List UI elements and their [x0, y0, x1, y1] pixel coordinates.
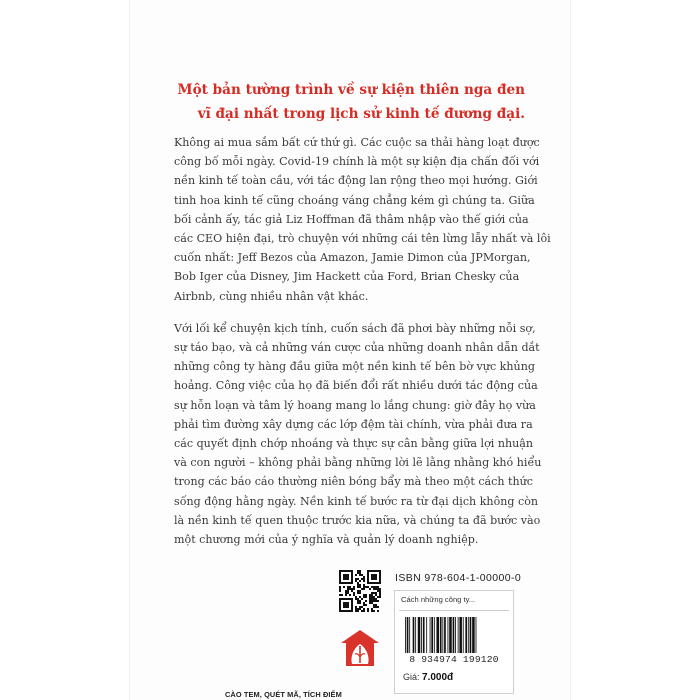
- blurb-line: là nền kinh tế quen thuộc trước kia nữa, và chúng ta đã bước vào: [174, 513, 541, 527]
- barcode-book-title: Cách những công ty...: [401, 595, 476, 604]
- barcode-icon: [405, 617, 503, 653]
- barcode-divider: [399, 610, 509, 611]
- publisher-logo-icon: [338, 628, 382, 668]
- blurb-paragraph: [174, 319, 542, 549]
- blurb-line: một chương mới của ý nghĩa và quản lý doanh nghiệp.: [174, 533, 479, 547]
- blurb-line: cuốn nhất: Jeff Bezos của Amazon, Jamie Dimon của JPMorgan,: [174, 251, 531, 265]
- blurb-line: tinh hoa kinh tế cũng choáng váng chẳng kém gì chúng ta. Giữa: [174, 193, 535, 207]
- blurb-line: hoảng. Công việc của họ đã biến đổi rất nhiều dưới tác động của: [174, 379, 538, 393]
- blurb-line: sự hỗn loạn và tâm lý hoang mang lo lắng chung: giờ đây họ vừa: [174, 398, 536, 412]
- blurb-line: công bố mỗi ngày. Covid-19 chính là một sự kiện địa chấn đối với: [174, 155, 540, 169]
- blurb-line: Với lối kể chuyện kịch tính, cuốn sách đã phơi bày những nỗi sợ,: [174, 321, 536, 335]
- blurb-line: những công ty hàng đầu giữa một nền kinh tế bên bờ vực khủng: [174, 360, 535, 374]
- blurb-line: phải tìm đường xây dựng các lớp đệm tài chính, vừa phải đưa ra: [174, 417, 533, 431]
- price-value: 7.000đ: [422, 672, 454, 683]
- blurb-line: sự táo bạo, và cả những ván cược của những doanh nhân dẫn dắt: [174, 341, 540, 355]
- blurb-line: và con người – không phải bằng những lời lẽ lằng nhằng khó hiểu: [174, 456, 542, 470]
- isbn-label: ISBN 978-604-1-00000-0: [395, 572, 522, 584]
- paragraph-gap: [174, 306, 534, 319]
- blurb-line: Không ai mua sắm bất cứ thứ gì. Các cuộc sa thải hàng loạt được: [174, 136, 540, 149]
- promo-label: CÀO TEM, QUÉT MÃ, TÍCH ĐIỂM: [225, 690, 342, 699]
- blurb-line: Bob Iger của Disney, Jim Hackett của Ford, Brian Chesky của: [174, 270, 520, 284]
- blurb-line: các quyết định chớp nhoáng và thực sự cân bằng giữa lợi nhuận: [174, 437, 534, 451]
- barcode-number: 8 934974 199120: [409, 654, 499, 665]
- blurb-line: nền kinh tế toàn cầu, với tác động lan rộng theo mọi hướng. Giới: [174, 174, 538, 188]
- blurb-line: sống động hằng ngày. Nền kinh tế bước ra từ đại dịch không còn: [174, 494, 539, 508]
- cover-headline: [150, 78, 525, 126]
- blurb-line: Airbnb, cùng nhiều nhân vật khác.: [174, 289, 369, 303]
- blurb-line: các CEO hiện đại, trò chuyện với những cái tên lừng lẫy nhất và lôi: [174, 232, 551, 246]
- headline-line-2: vĩ đại nhất trong lịch sử kinh tế đương đại.: [197, 106, 525, 122]
- price-caption: Giá:: [403, 672, 420, 682]
- blurb-line: bối cảnh ấy, tác giả Liz Hoffman đã thâm nhập vào thế giới của: [174, 212, 529, 226]
- qr-code-icon: [339, 570, 381, 612]
- barcode-sticker: [394, 590, 514, 694]
- price-label: [403, 672, 453, 683]
- blurb-paragraph: [174, 133, 551, 306]
- headline-line-1: Một bản tường trình về sự kiện thiên nga đen: [177, 82, 525, 98]
- blurb-line: trong các báo cáo thường niên bóng bẩy mà theo một cách thức: [174, 475, 533, 489]
- blurb-text: [174, 133, 551, 549]
